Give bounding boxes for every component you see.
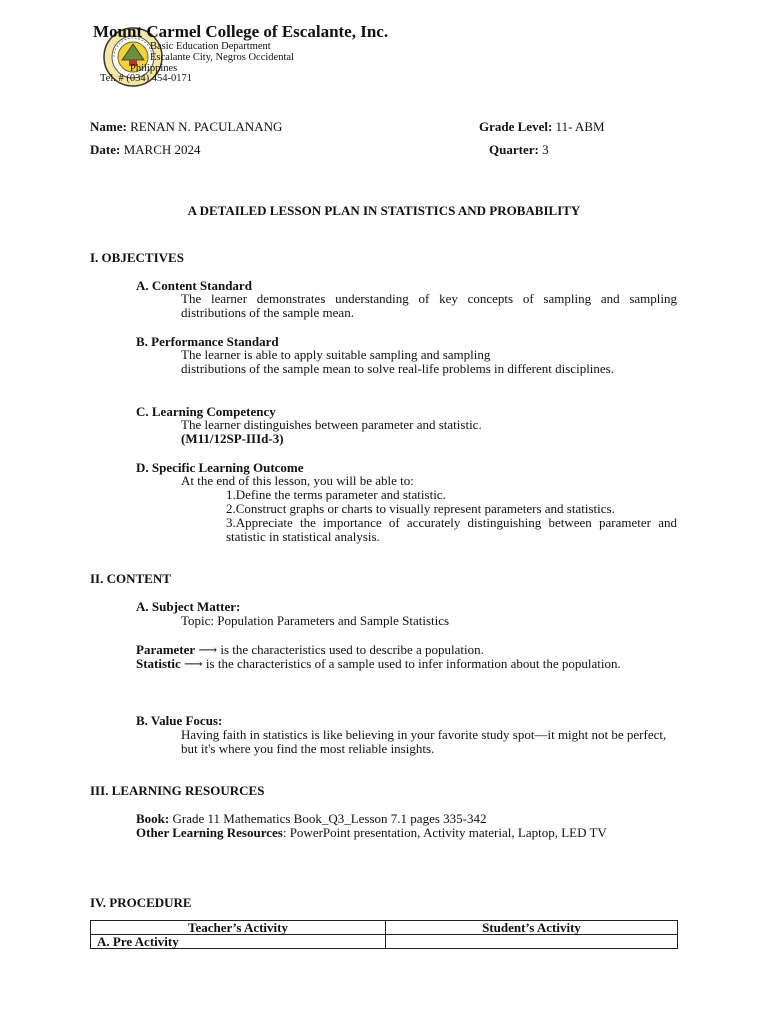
content-standard-text: The learner demonstrates understanding of key concepts of sampling and sampling distributions of the sample mean. <box>181 291 677 320</box>
outcome-item-2: 2.Construct graphs or charts to visually represent parameters and statistics. <box>226 501 615 516</box>
content-heading: II. CONTENT <box>90 571 171 586</box>
quarter-value: 3 <box>542 142 549 157</box>
performance-standard-line1: The learner is able to apply suitable sampling and sampling <box>181 347 491 362</box>
value-focus-label: B. Value Focus: <box>136 713 223 728</box>
procedure-table-wrapper <box>90 920 678 949</box>
department-line: Basic Education Department <box>150 41 271 52</box>
student-activity-header: Student’s Activity <box>386 921 678 935</box>
other-resources <box>136 826 677 840</box>
date-value: MARCH 2024 <box>123 142 201 157</box>
statistic-term: Statistic <box>136 656 181 671</box>
country-line: Philippines <box>130 63 178 74</box>
content-standard-label: A. Content Standard <box>136 278 252 293</box>
school-name: Mount Carmel College of Escalante, Inc. <box>93 22 389 41</box>
performance-standard-line2: distributions of the sample mean to solve real-life problems in different disciplines. <box>181 361 614 376</box>
objectives-heading: I. OBJECTIVES <box>90 250 184 265</box>
date-field <box>90 143 201 157</box>
arrow-right-icon: ⟶ <box>198 642 218 657</box>
teacher-activity-header: Teacher’s Activity <box>91 921 386 935</box>
competency-code: (M11/12SP-IIId-3) <box>181 431 284 446</box>
procedure-table <box>90 920 678 949</box>
other-resources-label: Other Learning Resources <box>136 825 283 840</box>
parameter-term: Parameter <box>136 642 196 657</box>
book-resource <box>136 812 486 826</box>
grade-value: 11- ABM <box>555 119 605 134</box>
learning-competency-text: The learner distinguishes between parameter and statistic. <box>181 417 482 432</box>
name-field <box>90 120 282 134</box>
resources-heading: III. LEARNING RESOURCES <box>90 783 265 798</box>
table-header-row <box>91 921 678 935</box>
statistic-def-text: is the characteristics of a sample used to infer information about the population. <box>205 656 621 671</box>
pre-activity-cell: A. Pre Activity <box>91 935 386 949</box>
lesson-plan-title: A DETAILED LESSON PLAN IN STATISTICS AND PROBABILITY <box>187 203 581 218</box>
arrow-right-icon: ⟶ <box>184 656 203 671</box>
procedure-heading: IV. PROCEDURE <box>90 895 192 910</box>
name-label: Name: <box>90 119 127 134</box>
value-focus-text: Having faith in statistics is like believing in your favorite study spot—it might not be perfect, but it's where you find the most reliable insights. <box>181 727 667 756</box>
outcome-item-1: 1.Define the terms parameter and statistic. <box>226 487 446 502</box>
other-resources-value: : PowerPoint presentation, Activity material, Laptop, LED TV <box>282 825 607 840</box>
specific-outcome-label: D. Specific Learning Outcome <box>136 460 304 475</box>
quarter-field <box>489 143 549 157</box>
performance-standard-label: B. Performance Standard <box>136 334 279 349</box>
outcome-item-3: 3.Appreciate the importance of accurately distinguishing between parameter and statistic in statistical analysis. <box>226 515 677 544</box>
name-value: RENAN N. PACULANANG <box>130 119 283 134</box>
specific-outcome-intro: At the end of this lesson, you will be able to: <box>181 473 414 488</box>
subject-matter-topic: Topic: Population Parameters and Sample Statistics <box>181 613 450 628</box>
telephone-line: Tel. # (034) 454-0171 <box>100 73 192 84</box>
parameter-def-text: is the characteristics used to describe a population. <box>220 642 484 657</box>
subject-matter-label: A. Subject Matter: <box>136 599 241 614</box>
grade-level-field <box>479 120 605 134</box>
table-row <box>91 935 678 949</box>
grade-label: Grade Level: <box>479 119 553 134</box>
learning-competency-label: C. Learning Competency <box>136 404 276 419</box>
quarter-label: Quarter: <box>489 142 539 157</box>
statistic-definition <box>136 657 626 671</box>
book-value: Grade 11 Mathematics Book_Q3_Lesson 7.1 pages 335-342 <box>172 811 487 826</box>
parameter-definition <box>136 643 484 657</box>
date-label: Date: <box>90 142 121 157</box>
book-label: Book: <box>136 811 170 826</box>
address-line: Escalante City, Negros Occidental <box>150 52 294 63</box>
empty-student-cell <box>386 935 678 949</box>
